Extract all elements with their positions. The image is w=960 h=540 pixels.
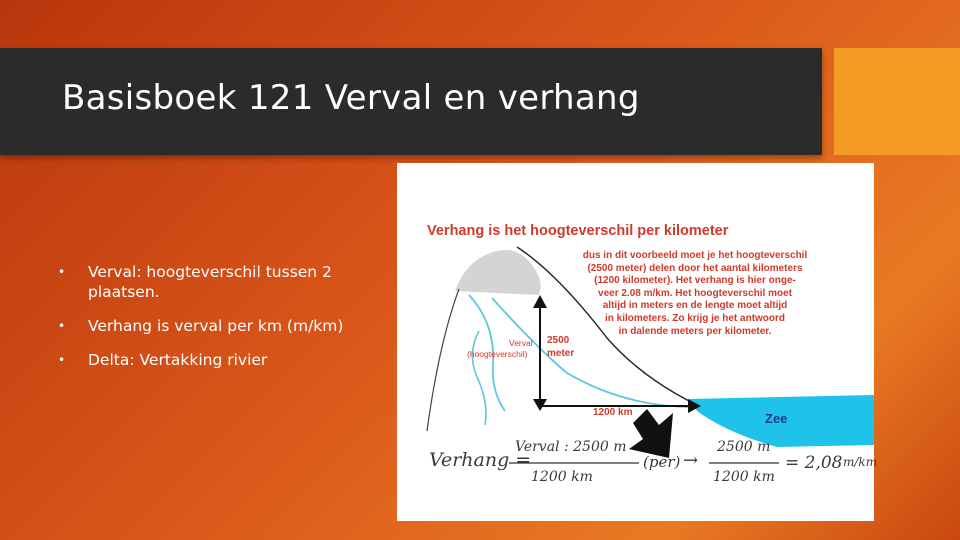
- description-line: (2500 meter) delen door het aantal kilometers: [587, 262, 803, 274]
- formula-denominator-2: 1200 km: [713, 469, 775, 485]
- formula-arrow: →: [683, 450, 699, 471]
- bullet-item: [58, 316, 368, 336]
- figure-heading: Verhang is het hoogteverschil per kilometer: [427, 223, 729, 239]
- verhang-figure: [397, 163, 878, 521]
- bullet-icon: •: [58, 265, 66, 279]
- formula-per: (per): [643, 453, 681, 471]
- height-unit: meter: [547, 348, 575, 359]
- snow-cap: [455, 250, 541, 295]
- bullet-text: Delta: Vertakking rivier: [88, 351, 268, 369]
- bullet-icon: •: [58, 353, 66, 367]
- sea-label: Zee: [765, 411, 788, 426]
- hoogteverschil-label: (hoogteverschil): [467, 349, 528, 359]
- formula-result: = 2,08: [785, 453, 843, 473]
- formula-unit: m/km: [843, 455, 878, 469]
- bullet-item: [58, 350, 368, 370]
- pointer-arrow-icon: [629, 409, 673, 458]
- figure-description: [545, 250, 845, 338]
- bullet-text: Verval: hoogteverschil tussen 2 plaatsen.: [88, 263, 332, 301]
- distance-label: 1200 km: [593, 407, 633, 418]
- description-line: altijd in meters en de lengte moet altijd: [602, 300, 788, 312]
- verval-label: Verval: [509, 338, 533, 348]
- description-line: (1200 kilometer). Het verhang is hier onge-: [594, 275, 796, 287]
- formula-numerator-2: 2500 m: [717, 439, 771, 455]
- mountain-left-slope: [427, 289, 459, 431]
- bullet-list: [58, 262, 368, 384]
- description-line: in kilometers. Zo krijg je het antwoord: [604, 312, 786, 324]
- description-line: in dalende meters per kilometer.: [618, 325, 772, 337]
- formula-denominator: 1200 km: [531, 469, 593, 485]
- height-value: 2500: [547, 335, 570, 346]
- bullet-item: [58, 262, 368, 302]
- formula-numerator: Verval : 2500 m: [515, 439, 627, 455]
- description-line: veer 2.08 m/km. Het hoogteverschil moet: [598, 287, 792, 299]
- bullet-text: Verhang is verval per km (m/km): [88, 317, 344, 335]
- bullet-icon: •: [58, 319, 66, 333]
- formula-lhs: Verhang =: [429, 449, 532, 471]
- accent-box: [834, 48, 960, 155]
- river-branch: [472, 331, 486, 425]
- description-line: dus in dit voorbeeld moet je het hoogteverschil: [582, 250, 808, 261]
- slide-title: Basisboek 121 Verval en verhang: [62, 78, 640, 118]
